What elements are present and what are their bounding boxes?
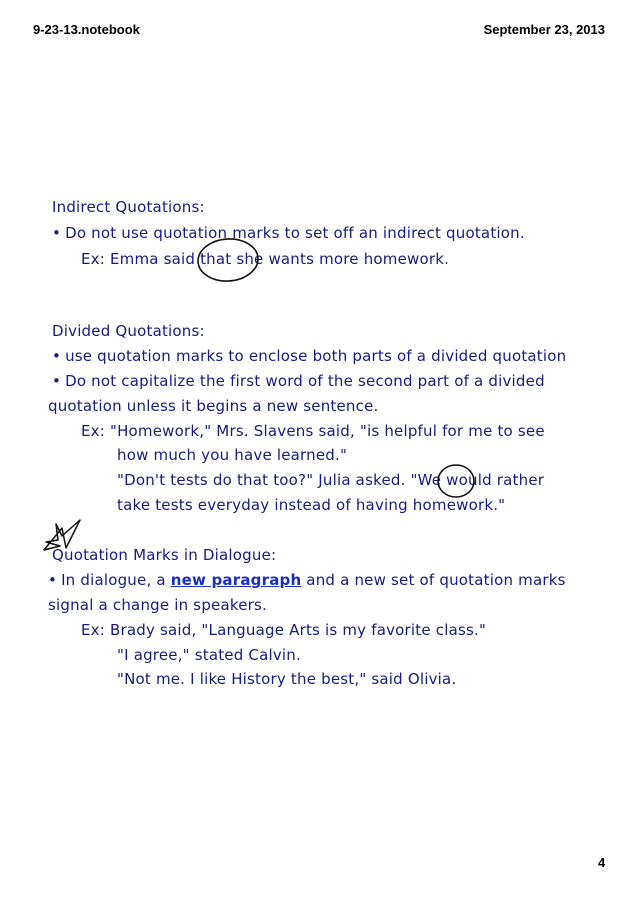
divided-example-line-4: take tests everyday instead of having homework." [117, 496, 506, 514]
dialogue-bullet-1-post: and a new set of quotation marks [301, 571, 566, 589]
dialogue-bullet-1-pre: In dialogue, a [61, 571, 171, 589]
section-title-indirect: Indirect Quotations: [52, 198, 205, 216]
dialogue-bullet-1 [48, 571, 566, 589]
section-title-dialogue: Quotation Marks in Dialogue: [52, 546, 277, 564]
dialogue-bullet-1-continued: signal a change in speakers. [48, 596, 267, 614]
divided-example-line-2: how much you have learned." [117, 446, 348, 464]
indirect-bullet-1 [52, 224, 525, 242]
section-title-divided: Divided Quotations: [52, 322, 205, 340]
divided-example-line-3: "Don't tests do that too?" Julia asked. "We would rather [117, 471, 545, 489]
divided-bullet-1 [52, 347, 566, 365]
bullet-icon: • [52, 372, 62, 390]
divided-bullet-1-text: use quotation marks to enclose both parts of a divided quotation [65, 347, 567, 365]
page-number: 4 [598, 855, 606, 870]
indirect-example: Ex: Emma said that she wants more homework. [81, 250, 450, 268]
divided-bullet-2-continued: quotation unless it begins a new sentence. [48, 397, 379, 415]
notebook-filename: 9-23-13.notebook [33, 22, 140, 37]
dialogue-example-line-2: "I agree," stated Calvin. [117, 646, 301, 664]
new-paragraph-highlight: new paragraph [170, 571, 302, 589]
divided-example-line-1: Ex: "Homework," Mrs. Slavens said, "is helpful for me to see [81, 422, 545, 440]
notebook-date: September 23, 2013 [483, 22, 605, 37]
dialogue-example-line-1: Ex: Brady said, "Language Arts is my favorite class." [81, 621, 487, 639]
divided-bullet-2-text: Do not capitalize the first word of the second part of a divided [65, 372, 545, 390]
divided-bullet-2 [52, 372, 545, 390]
bullet-icon: • [52, 347, 62, 365]
bullet-icon: • [48, 571, 58, 589]
dialogue-example-line-3: "Not me. I like History the best," said Olivia. [117, 670, 457, 688]
indirect-bullet-1-text: Do not use quotation marks to set off an indirect quotation. [65, 224, 525, 242]
bullet-icon: • [52, 224, 62, 242]
